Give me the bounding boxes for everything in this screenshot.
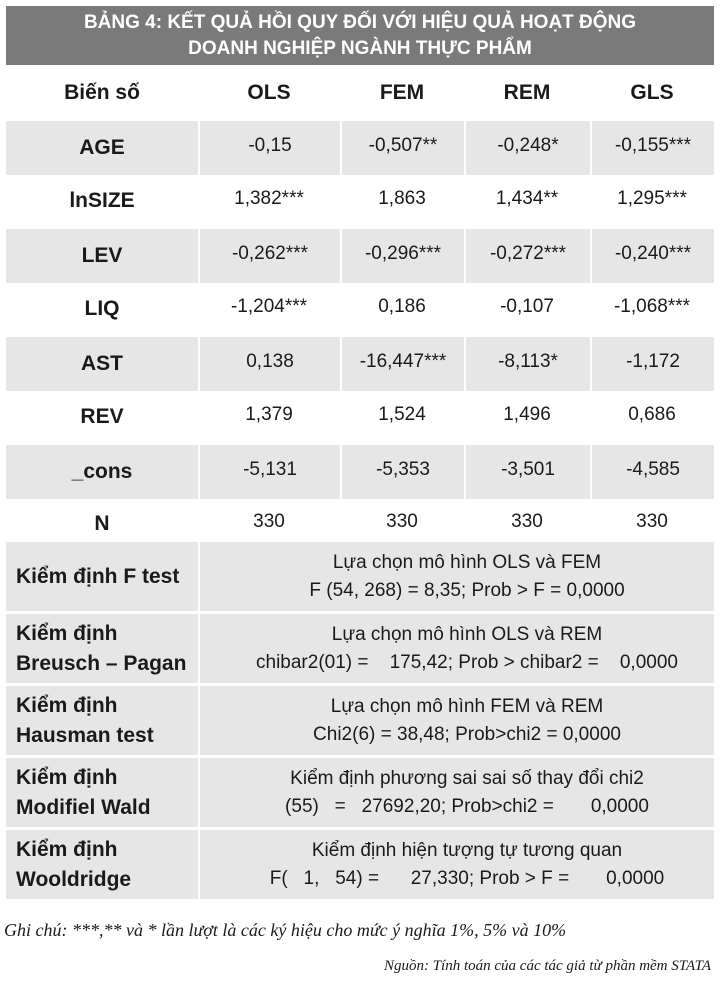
cell-gls: 0,686: [628, 404, 676, 425]
header-rem: REM: [503, 81, 551, 104]
cell-ols: 1,382***: [234, 188, 304, 209]
header-gls: GLS: [630, 81, 674, 104]
cell-gls: 1,295***: [617, 188, 687, 209]
test-label-line: Modifiel Wald: [16, 795, 151, 819]
row-label: LIQ: [84, 297, 120, 320]
cell-fem: -5,353: [376, 459, 430, 480]
test-result: [198, 758, 714, 827]
cell-gls: -0,155***: [614, 135, 692, 156]
cell-fem: 1,524: [378, 404, 426, 425]
test-label-line: Kiểm định: [16, 693, 118, 717]
regression-table: [6, 67, 714, 549]
cell-ols: 1,379: [245, 404, 293, 425]
cell-rem: -8,113*: [498, 351, 558, 372]
test-row-hausman: [6, 683, 714, 755]
test-label: [6, 758, 198, 827]
test-line-1: Kiểm định hiện tượng tự tương quan: [311, 839, 623, 861]
cell-gls: -1,172: [626, 351, 680, 372]
cell-fem: 330: [386, 511, 418, 532]
cell-gls: -4,585: [626, 459, 680, 480]
header-ols: OLS: [247, 81, 291, 104]
test-label-line: Kiểm định F test: [16, 564, 180, 588]
test-label: [6, 830, 198, 899]
test-label: [6, 614, 198, 683]
test-line-2: Chi2(6) = 38,48; Prob>chi2 = 0,0000: [313, 723, 621, 745]
cell-fem: 1,863: [378, 188, 426, 209]
diagnostic-tests: [6, 539, 714, 899]
test-result: [198, 614, 714, 683]
test-label-line: Wooldridge: [16, 867, 132, 891]
test-line-2: F (54, 268) = 8,35; Prob > F = 0,0000: [309, 579, 625, 601]
table-source: Nguồn: Tính toán của các tác giả từ phần mềm STATA: [383, 958, 711, 974]
cell-ols: 330: [253, 511, 285, 532]
test-line-1: Lựa chọn mô hình FEM và REM: [330, 695, 604, 717]
test-label: [6, 542, 198, 611]
table-row-liq: [6, 283, 714, 335]
test-line-1: Lựa chọn mô hình OLS và FEM: [332, 551, 602, 573]
cell-rem: -0,272***: [489, 243, 567, 264]
cell-ols: -1,204***: [230, 296, 308, 317]
table-title-line-2: DOANH NGHIỆP NGÀNH THỰC PHẨM: [188, 38, 532, 59]
test-result: [198, 686, 714, 755]
table-row-cons: [6, 443, 714, 499]
cell-gls: 330: [636, 511, 668, 532]
test-row-wooldridge: [6, 827, 714, 899]
header-fem: FEM: [379, 81, 425, 104]
test-line-2: chibar2(01) = 175,42; Prob > chibar2 = 0,0000: [256, 651, 678, 673]
cell-fem: -16,447***: [359, 351, 447, 372]
cell-ols: -0,15: [248, 135, 292, 156]
row-label: _cons: [71, 460, 133, 483]
cell-fem: 0,186: [378, 296, 426, 317]
table-row-lnsize: [6, 175, 714, 227]
row-label: LEV: [81, 244, 123, 267]
table-row-lev: [6, 227, 714, 283]
test-label: [6, 686, 198, 755]
test-row-breusch-pagan: [6, 611, 714, 683]
test-label-line: Kiểm định: [16, 837, 118, 861]
test-label-line: Breusch – Pagan: [16, 651, 187, 675]
table-row-age: [6, 119, 714, 175]
test-label-line: Hausman test: [16, 723, 154, 747]
test-line-1: Lựa chọn mô hình OLS và REM: [331, 623, 603, 645]
test-result: [198, 542, 714, 611]
table-row-ast: [6, 335, 714, 391]
row-label: REV: [80, 405, 124, 428]
table-note: Ghi chú: ***,** và * lần lượt là các ký hiệu cho mức ý nghĩa 1%, 5% và 10%: [4, 920, 567, 940]
cell-rem: 1,496: [503, 404, 551, 425]
table-row-rev: [6, 391, 714, 443]
cell-rem: -0,248*: [497, 135, 559, 156]
header-variable: Biến số: [64, 81, 140, 104]
row-label: lnSIZE: [69, 189, 135, 212]
table-title-line-1: BẢNG 4: KẾT QUẢ HỒI QUY ĐỐI VỚI HIỆU QUẢ HOẠT ĐỘNG: [83, 12, 637, 33]
test-row-f-test: [6, 539, 714, 611]
cell-gls: -0,240***: [614, 243, 692, 264]
cell-rem: -3,501: [501, 459, 555, 480]
table-header-row: [6, 67, 714, 119]
cell-ols: 0,138: [246, 351, 294, 372]
cell-fem: -0,507**: [368, 135, 438, 156]
test-line-1: Kiểm định phương sai sai số thay đổi chi2: [290, 767, 644, 789]
test-line-2: F( 1, 54) = 27,330; Prob > F = 0,0000: [269, 867, 665, 889]
cell-rem: -0,107: [500, 296, 554, 317]
test-result: [198, 830, 714, 899]
row-label: AGE: [79, 136, 125, 159]
cell-fem: -0,296***: [364, 243, 442, 264]
cell-gls: -1,068***: [613, 296, 691, 317]
cell-rem: 330: [511, 511, 543, 532]
table-title: [6, 6, 714, 65]
row-label: N: [94, 512, 110, 535]
row-label: AST: [81, 352, 123, 375]
cell-ols: -0,262***: [231, 243, 309, 264]
cell-rem: 1,434**: [495, 188, 559, 209]
test-label-line: Kiểm định: [16, 621, 118, 645]
test-label-line: Kiểm định: [16, 765, 118, 789]
cell-ols: -5,131: [243, 459, 297, 480]
test-line-2: (55) = 27692,20; Prob>chi2 = 0,0000: [285, 795, 649, 817]
test-row-modified-wald: [6, 755, 714, 827]
